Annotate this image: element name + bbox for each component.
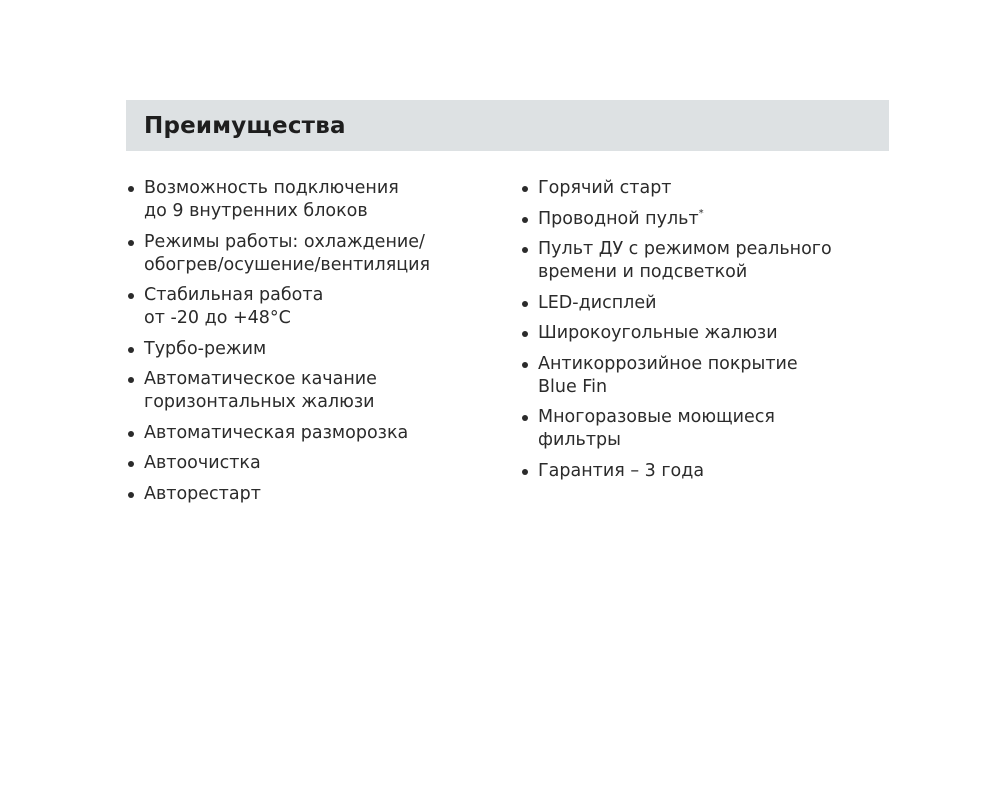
feature-item-self-clean: Автоочистка <box>126 452 520 475</box>
section-header <box>126 100 889 151</box>
feature-item-stable-operation: Стабильная работа от -20 до +48°С <box>126 284 520 330</box>
feature-item-remote-control: Пульт ДУ с режимом реального времени и подсветкой <box>520 238 889 284</box>
feature-item-hot-start: Горячий старт <box>520 177 889 200</box>
section-title: Преимущества <box>144 112 346 139</box>
feature-item-wired-remote: Проводной пульт* <box>520 208 889 231</box>
left-feature-list <box>126 177 520 513</box>
feature-item-washable-filters: Многоразовые моющиеся фильтры <box>520 406 889 452</box>
footnote-mark: * <box>698 207 704 219</box>
feature-item-connection: Возможность подключения до 9 внутренних блоков <box>126 177 520 223</box>
feature-item-auto-defrost: Автоматическая разморозка <box>126 422 520 445</box>
feature-item-warranty: Гарантия – 3 года <box>520 460 889 483</box>
feature-item-led-display: LED-дисплей <box>520 292 889 315</box>
feature-item-wide-louvers: Широкоугольные жалюзи <box>520 322 889 345</box>
feature-item-turbo: Турбо-режим <box>126 338 520 361</box>
feature-item-auto-swing: Автоматическое качание горизонтальных жалюзи <box>126 368 520 414</box>
feature-item-modes: Режимы работы: охлаждение/ обогрев/осушение/вентиляция <box>126 231 520 277</box>
feature-item-anticorrosion: Антикоррозийное покрытие Blue Fin <box>520 353 889 399</box>
feature-item-auto-restart: Авторестарт <box>126 483 520 506</box>
advantages-columns <box>126 177 889 513</box>
advantages-panel <box>126 100 889 513</box>
right-feature-list <box>520 177 889 513</box>
